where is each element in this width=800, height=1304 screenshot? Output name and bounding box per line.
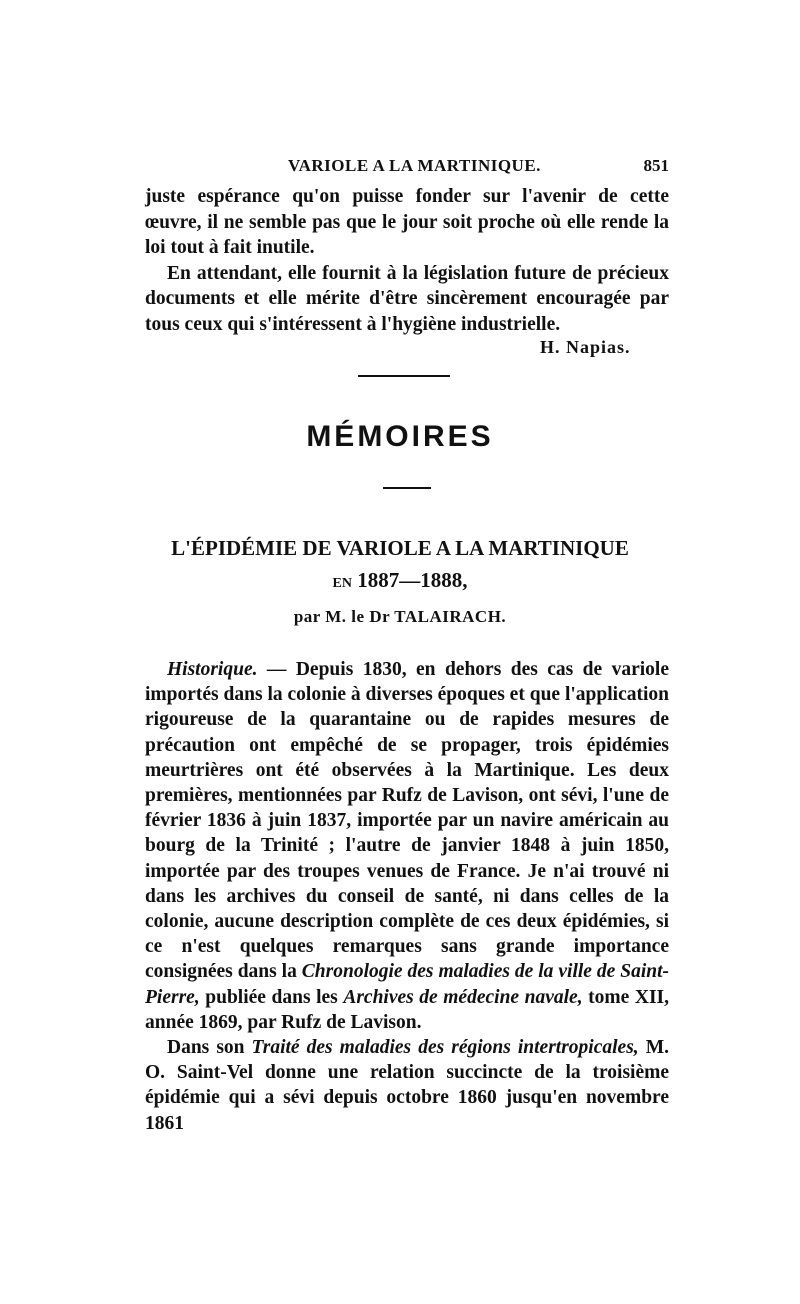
article-author: par M. le Dr TALAIRACH. <box>293 607 507 626</box>
divider-rule <box>358 375 450 377</box>
body-paragraph-2 <box>145 1035 669 1136</box>
page-number: 851 <box>643 156 669 175</box>
cited-title: Chronologie des maladies de la ville de Saint-Pierre, <box>145 961 670 1008</box>
body-text-run: tome XII, année 1869, par Rufz de Lavison. <box>145 986 669 1033</box>
intro-paragraph-2: En attendant, elle fournit à la législation future de précieux documents et elle mérite d'être sincèrement encouragée par tous ceux qui s'intéressent à l'hygiène industrielle. <box>145 262 669 335</box>
body-text-run: M. O. Saint-Vel donne une relation succincte de la troisième épidémie qui a sévi depuis octobre 1860 jusqu'en novembre 1861 <box>145 1037 669 1134</box>
intro-text <box>145 184 669 337</box>
intro-paragraph-1: juste espérance qu'on puisse fonder sur l'avenir de cette œuvre, il ne semble pas que le jour soit proche où elle rende la loi tout à fait inutile. <box>145 186 669 258</box>
body-paragraph-1 <box>145 657 669 1035</box>
cited-book: Traité des maladies des régions intertropicales, <box>251 1037 639 1059</box>
body-text-run: Dans son <box>167 1037 252 1059</box>
body-text <box>145 657 669 1136</box>
signature: H. Napias. <box>540 337 631 357</box>
article-title: L'ÉPIDÉMIE DE VARIOLE A LA MARTINIQUE <box>171 536 629 560</box>
cited-journal: Archives de médecine navale, <box>343 986 583 1008</box>
running-head-title: VARIOLE A LA MARTINIQUE. <box>288 156 541 175</box>
section-heading: MÉMOIRES <box>306 420 494 453</box>
section-label: Historique. <box>167 659 258 680</box>
divider-rule-short <box>383 487 431 489</box>
body-text-run: publiée dans les <box>199 986 344 1008</box>
running-head <box>145 156 669 180</box>
subtitle-prefix: EN <box>332 576 352 591</box>
article-subtitle <box>0 568 800 593</box>
subtitle-years: 1887—1888, <box>357 568 468 592</box>
body-text-run: — Depuis 1830, en dehors des cas de variole importés dans la colonie à diverses époques et que l'application rigoureuse de la quarantaine ou de rapides mesures de précaution ont empêché de se propager, trois épidémies meurtrières ont été observées à la Martinique. Les deux premières, mentionnées par Rufz de Lavison, ont sévi, l'une de février 1836 à juin 1837, importée par un navire américain au bourg de la Trinité ; l'autre de janvier 1848 à juin 1850, importée par des troupes venues de France. Je n'ai trouvé ni dans les archives du conseil de santé, ni dans celles de la colonie, aucune description complète de ces deux épidémies, si ce n'est quelques remarques sans grande importance consignées dans la <box>145 659 669 983</box>
